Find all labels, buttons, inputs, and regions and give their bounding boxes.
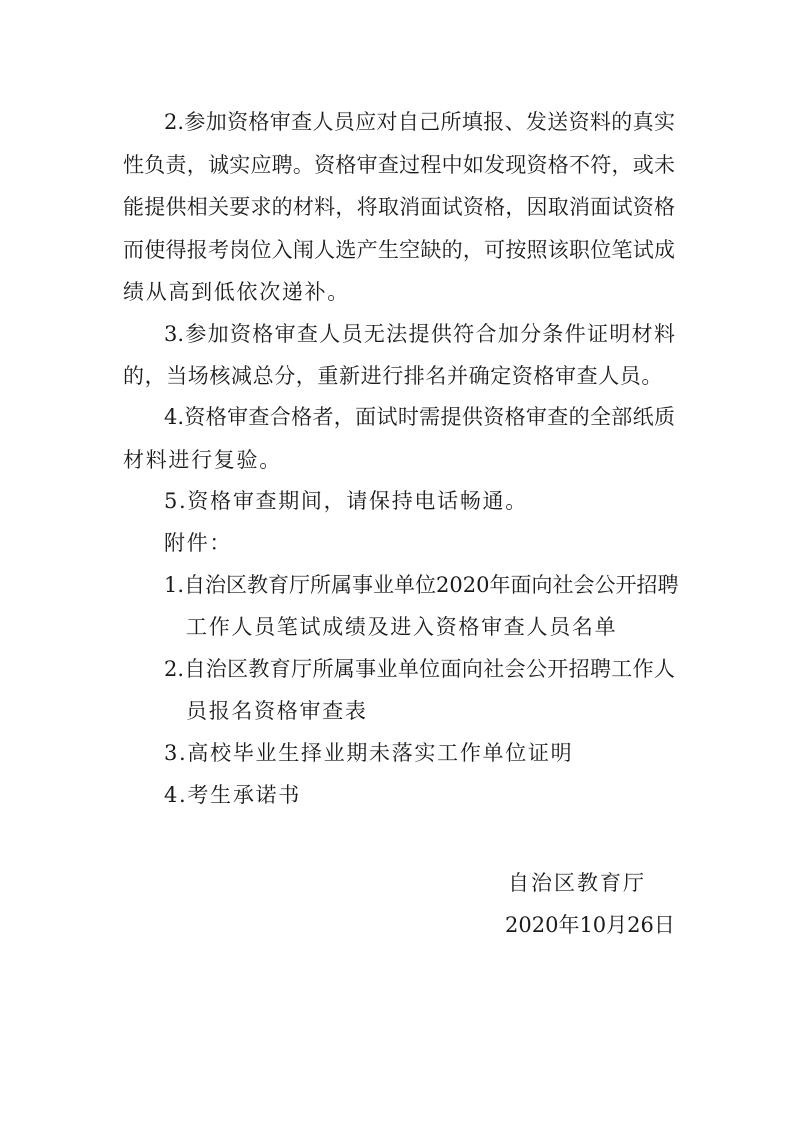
attachment-3-line-1: 3.高校毕业生择业期未落实工作单位证明 (164, 741, 574, 765)
attachment-4-line-1: 4.考生承诺书 (164, 783, 301, 807)
paragraph-3-line-1: 3.参加资格审查人员无法提供符合加分条件证明材料 (164, 322, 675, 346)
attachment-1-line-1: 1.自治区教育厅所属事业单位2020年面向社会公开招聘 (164, 573, 679, 597)
paragraph-2-line-4: 而使得报考岗位入闱人选产生空缺的，可按照该职位笔试成 (123, 238, 675, 262)
paragraph-2-line-3: 能提供相关要求的材料，将取消面试资格，因取消面试资格 (123, 195, 675, 219)
paragraph-4-line-1: 4.资格审查合格者，面试时需提供资格审查的全部纸质 (164, 405, 675, 429)
paragraph-3-line-2: 的，当场核减总分，重新进行排名并确定资格审查人员。 (123, 364, 663, 388)
paragraph-4-line-2: 材料进行复验。 (123, 448, 282, 472)
signature-organization: 自治区教育厅 (508, 871, 646, 895)
attachments-heading: 附件： (164, 531, 233, 555)
paragraph-2-line-2: 性负责，诚实应聘。资格审查过程中如发现资格不符，或未 (123, 153, 675, 177)
paragraph-5-line-1: 5.资格审查期间，请保持电话畅通。 (164, 489, 528, 513)
attachment-2-line-1: 2.自治区教育厅所属事业单位面向社会公开招聘工作人 (164, 657, 675, 681)
paragraph-2-line-1: 2.参加资格审查人员应对自己所填报、发送资料的真实 (164, 110, 675, 134)
attachment-2-line-2: 员报名资格审查表 (186, 699, 368, 723)
signature-date: 2020年10月26日 (505, 913, 675, 937)
attachment-1-line-2: 工作人员笔试成绩及进入资格审查人员名单 (186, 615, 618, 639)
paragraph-2-line-5: 绩从高到低依次递补。 (123, 280, 350, 304)
